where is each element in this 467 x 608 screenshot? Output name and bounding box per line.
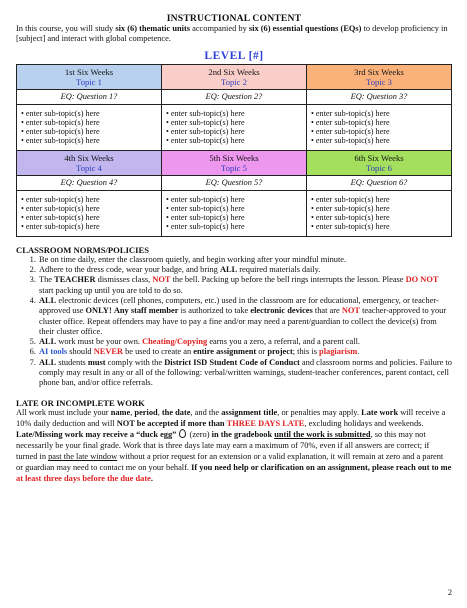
list-item: 6. AI tools should NEVER be used to create an entire assignment or project; this is plagiarism.	[38, 347, 452, 357]
unit-topic: Topic 2	[221, 76, 247, 87]
list-item: 7. ALL students must comply with the District ISD Student Code of Conduct and classroom norms and policies. Failure to comply may result in any or all of the following: verbal/written warnings, student-teacher conferences, parent contact, cell phone ban, and/or office referrals.	[38, 358, 452, 389]
list-item: 1. Be on time daily, enter the classroom quietly, and begin working after your mindful minute.	[38, 255, 452, 265]
list-item: • enter sub-topic(s) here	[21, 194, 100, 204]
unit-topic: Topic 1	[76, 76, 102, 87]
unit-topic: Topic 6	[366, 162, 392, 173]
unit-topic: Topic 4	[76, 162, 102, 173]
list-item: • enter sub-topic(s) here	[21, 221, 100, 231]
units-table	[16, 64, 452, 237]
late-work-heading: LATE OR INCOMPLETE WORK	[16, 397, 145, 408]
list-item: • enter sub-topic(s) here	[21, 212, 100, 222]
list-item: • enter sub-topic(s) here	[311, 221, 390, 231]
list-item: 5. ALL work must be your own. Cheating/Copying earns you a zero, a referral, and a parent call.	[38, 337, 452, 347]
list-item: • enter sub-topic(s) here	[166, 194, 245, 204]
intro-eqs: six (6) essential questions (EQs)	[248, 24, 362, 33]
essential-question: EQ: Question 6?	[307, 175, 452, 190]
unit-header	[307, 64, 452, 89]
section-title: INSTRUCTIONAL CONTENT	[166, 13, 302, 24]
table-row	[17, 150, 452, 175]
late-work-paragraph: All work must include your name, period, the date, and the assignment title, or penalties may apply. Late work will receive a 10% daily deduction and will NOT be accepted if more than THREE DAYS LATE, excluding holidays and weekends. Late/Missing work may receive a “duck egg” (zero) in the gradebook until the work is submitted, so this may not necessarily be your final grade. Work that is three days late may earn a maximum of 70%, even if all answers are correct; if turned in past the late window without a prior request for an extension or a valid explanation, it will remain at zero and a parent or guardian may need to contact me on your behalf. If you need help or clarification on an assignment, please reach out to me at least three days before the due date.	[16, 407, 452, 484]
unit-header	[162, 150, 307, 175]
unit-period: 6th Six Weeks	[354, 152, 404, 163]
list-item: • enter sub-topic(s) here	[311, 203, 390, 213]
norms-list	[16, 255, 452, 389]
list-item: • enter sub-topic(s) here	[21, 117, 100, 127]
essential-question: EQ: Question 2?	[162, 89, 307, 104]
unit-period: 2nd Six Weeks	[208, 66, 260, 77]
intro-units: six (6) thematic units	[115, 24, 191, 33]
list-item: • enter sub-topic(s) here	[311, 194, 390, 204]
list-item: • enter sub-topic(s) here	[166, 135, 245, 145]
list-item: 3. The TEACHER dismisses class, NOT the bell. Packing up before the bell rings interrupts the lesson. Please DO NOT start packing up until you are told to do so.	[38, 275, 452, 296]
unit-period: 4th Six Weeks	[64, 152, 114, 163]
table-row	[17, 190, 452, 236]
unit-period: 3rd Six Weeks	[354, 66, 404, 77]
unit-topic: Topic 5	[221, 162, 247, 173]
list-item: • enter sub-topic(s) here	[166, 117, 245, 127]
list-item: • enter sub-topic(s) here	[166, 203, 245, 213]
unit-header	[307, 150, 452, 175]
subtopic-list	[307, 190, 452, 236]
page-number: 2	[447, 588, 452, 597]
unit-header	[162, 64, 307, 89]
table-row	[17, 175, 452, 190]
table-row	[17, 64, 452, 89]
list-item: • enter sub-topic(s) here	[21, 108, 100, 118]
list-item: • enter sub-topic(s) here	[21, 126, 100, 136]
unit-header	[17, 150, 162, 175]
essential-question: EQ: Question 5?	[162, 175, 307, 190]
norms-heading: CLASSROOM NORMS/POLICIES	[16, 244, 149, 255]
intro-paragraph	[16, 24, 452, 45]
list-item: • enter sub-topic(s) here	[311, 126, 390, 136]
list-item: 2. Adhere to the dress code, wear your badge, and bring ALL required materials daily.	[38, 265, 452, 275]
subtopic-list	[162, 190, 307, 236]
list-item: 4. ALL electronic devices (cell phones, computers, etc.) used in the classroom are for educational, emergency, or teacher-approved use ONLY! Any staff member is authorized to take electronic devices that are NOT teacher-approved to your cluster office. Repeat offenders may have to pay a fine and/or may need a parent/guardian to collect the device(s) from their cluster office.	[38, 296, 452, 337]
level-label[interactable]: LEVEL [#]	[204, 49, 264, 62]
duck-egg-icon	[179, 429, 186, 438]
intro-text: to develop proficiency in [subject] and interact with global competence.	[16, 24, 448, 44]
list-item: • enter sub-topic(s) here	[311, 212, 390, 222]
essential-question: EQ: Question 3?	[307, 89, 452, 104]
list-item: • enter sub-topic(s) here	[166, 212, 245, 222]
list-item: • enter sub-topic(s) here	[166, 221, 245, 231]
list-item: • enter sub-topic(s) here	[21, 203, 100, 213]
intro-text: accompanied by	[190, 24, 249, 33]
subtopic-list	[162, 104, 307, 150]
essential-question: EQ: Question 4?	[17, 175, 162, 190]
list-item: • enter sub-topic(s) here	[311, 108, 390, 118]
list-item: • enter sub-topic(s) here	[311, 117, 390, 127]
list-item: • enter sub-topic(s) here	[166, 108, 245, 118]
list-item: • enter sub-topic(s) here	[166, 126, 245, 136]
table-row	[17, 89, 452, 104]
subtopic-list	[307, 104, 452, 150]
subtopic-list	[17, 190, 162, 236]
essential-question: EQ: Question 1?	[17, 89, 162, 104]
list-item: • enter sub-topic(s) here	[311, 135, 390, 145]
unit-period: 5th Six Weeks	[209, 152, 259, 163]
list-item: • enter sub-topic(s) here	[21, 135, 100, 145]
subtopic-list	[17, 104, 162, 150]
document-page	[16, 13, 452, 485]
unit-period: 1st Six Weeks	[64, 66, 114, 77]
table-row	[17, 104, 452, 150]
unit-topic: Topic 3	[366, 76, 392, 87]
unit-header	[17, 64, 162, 89]
intro-text: In this course, you will study	[16, 24, 116, 33]
